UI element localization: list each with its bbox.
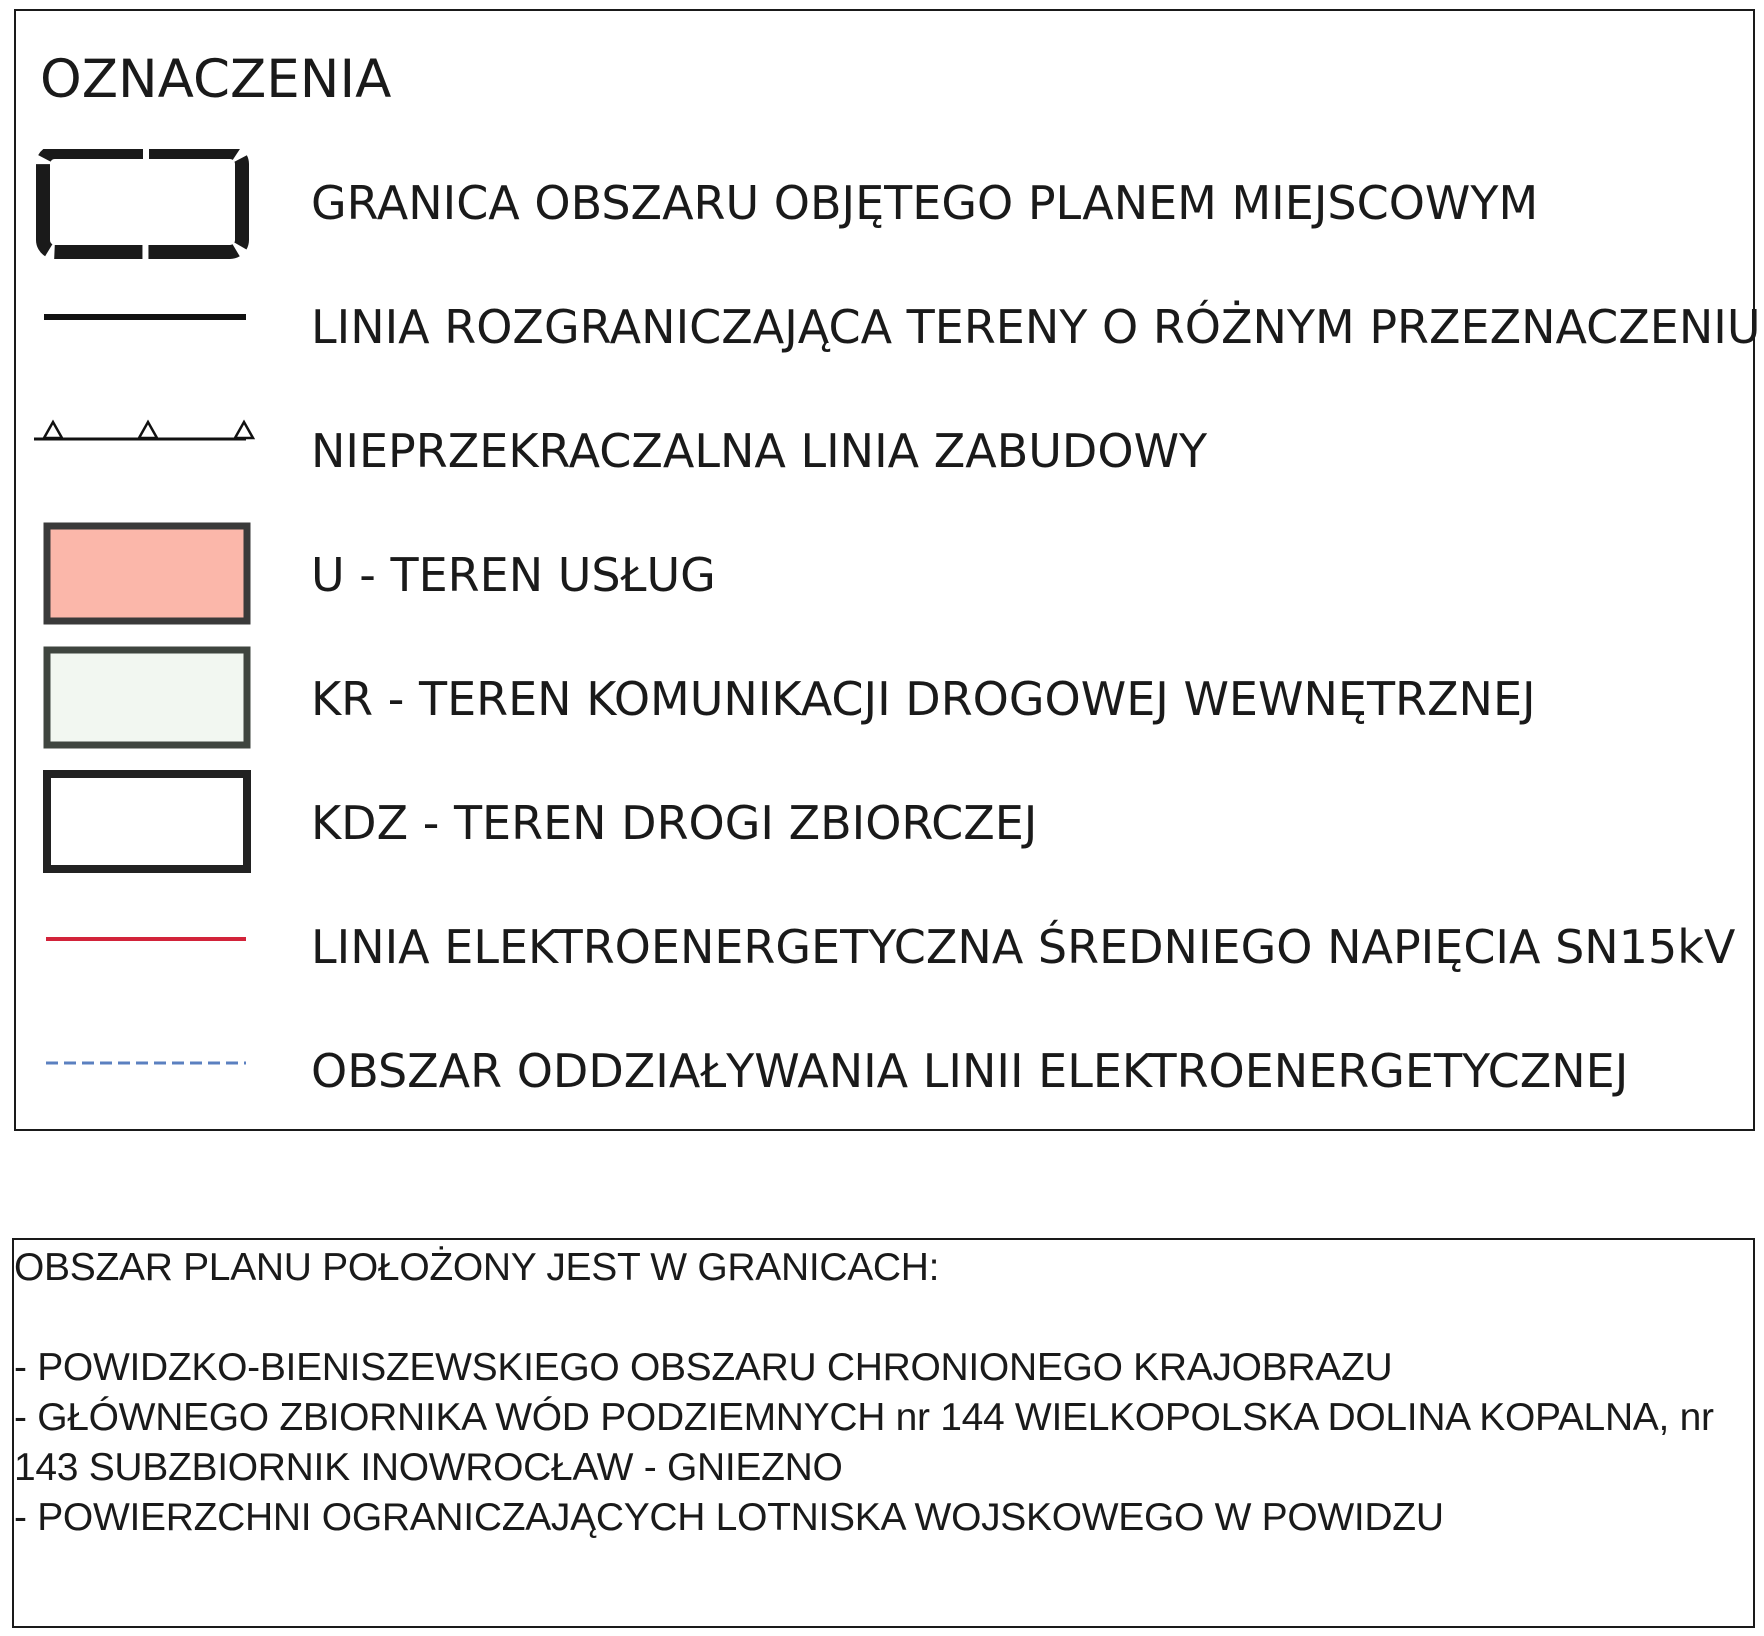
solid-line-icon — [24, 273, 256, 383]
legend-title: OZNACZENIA — [40, 49, 392, 110]
legend-item-label: LINIA ELEKTROENERGETYCZNA ŚREDNIEGO NAPIĘCIA SN15kV — [311, 920, 1736, 974]
legend-item-plan-boundary — [16, 149, 1753, 259]
legend-item-label: GRANICA OBSZARU OBJĘTEGO PLANEM MIEJSCOWYM — [311, 176, 1539, 230]
boundary-dashed-thick-icon — [24, 149, 256, 259]
legend-item-u — [16, 521, 1753, 631]
filled-box-icon — [24, 769, 256, 879]
legend-item-influence-area — [16, 1017, 1753, 1127]
legend-item-label: KR - TEREN KOMUNIKACJI DROGOWEJ WEWNĘTRZNEJ — [311, 672, 1536, 726]
red-line-icon — [24, 893, 256, 1003]
legend-item-label: OBSZAR ODDZIAŁYWANIA LINII ELEKTROENERGETYCZNEJ — [311, 1044, 1629, 1098]
legend-panel — [14, 9, 1761, 1131]
note-line: - POWIDZKO-BIENISZEWSKIEGO OBSZARU CHRONIONEGO KRAJOBRAZU — [14, 1346, 1393, 1389]
note-line: - POWIERZCHNI OGRANICZAJĄCYCH LOTNISKA WOJSKOWEGO W POWIDZU — [14, 1496, 1444, 1539]
legend-item-power-line — [16, 893, 1753, 1003]
legend-item-building-line — [16, 397, 1753, 507]
legend-item-kdz — [16, 769, 1753, 879]
legend-item-kr — [16, 645, 1753, 755]
notes-heading: OBSZAR PLANU POŁOŻONY JEST W GRANICACH: — [14, 1246, 940, 1289]
blue-dashed-line-icon — [24, 1017, 256, 1127]
legend-item-demarcation-line — [16, 273, 1761, 383]
notes-panel — [12, 1238, 1755, 1628]
filled-box-icon — [24, 645, 256, 755]
legend-item-label: U - TEREN USŁUG — [311, 548, 716, 602]
legend-item-label: LINIA ROZGRANICZAJĄCA TERENY O RÓŻNYM PRZEZNACZENIU — [311, 300, 1761, 354]
filled-box-icon — [24, 521, 256, 631]
note-line: 143 SUBZBIORNIK INOWROCŁAW - GNIEZNO — [14, 1446, 843, 1489]
triangle-line-icon — [24, 397, 256, 507]
legend-item-label: NIEPRZEKRACZALNA LINIA ZABUDOWY — [311, 424, 1208, 478]
note-line: - GŁÓWNEGO ZBIORNIKA WÓD PODZIEMNYCH nr 144 WIELKOPOLSKA DOLINA KOPALNA, nr — [14, 1396, 1714, 1439]
legend-item-label: KDZ - TEREN DROGI ZBIORCZEJ — [311, 796, 1038, 850]
